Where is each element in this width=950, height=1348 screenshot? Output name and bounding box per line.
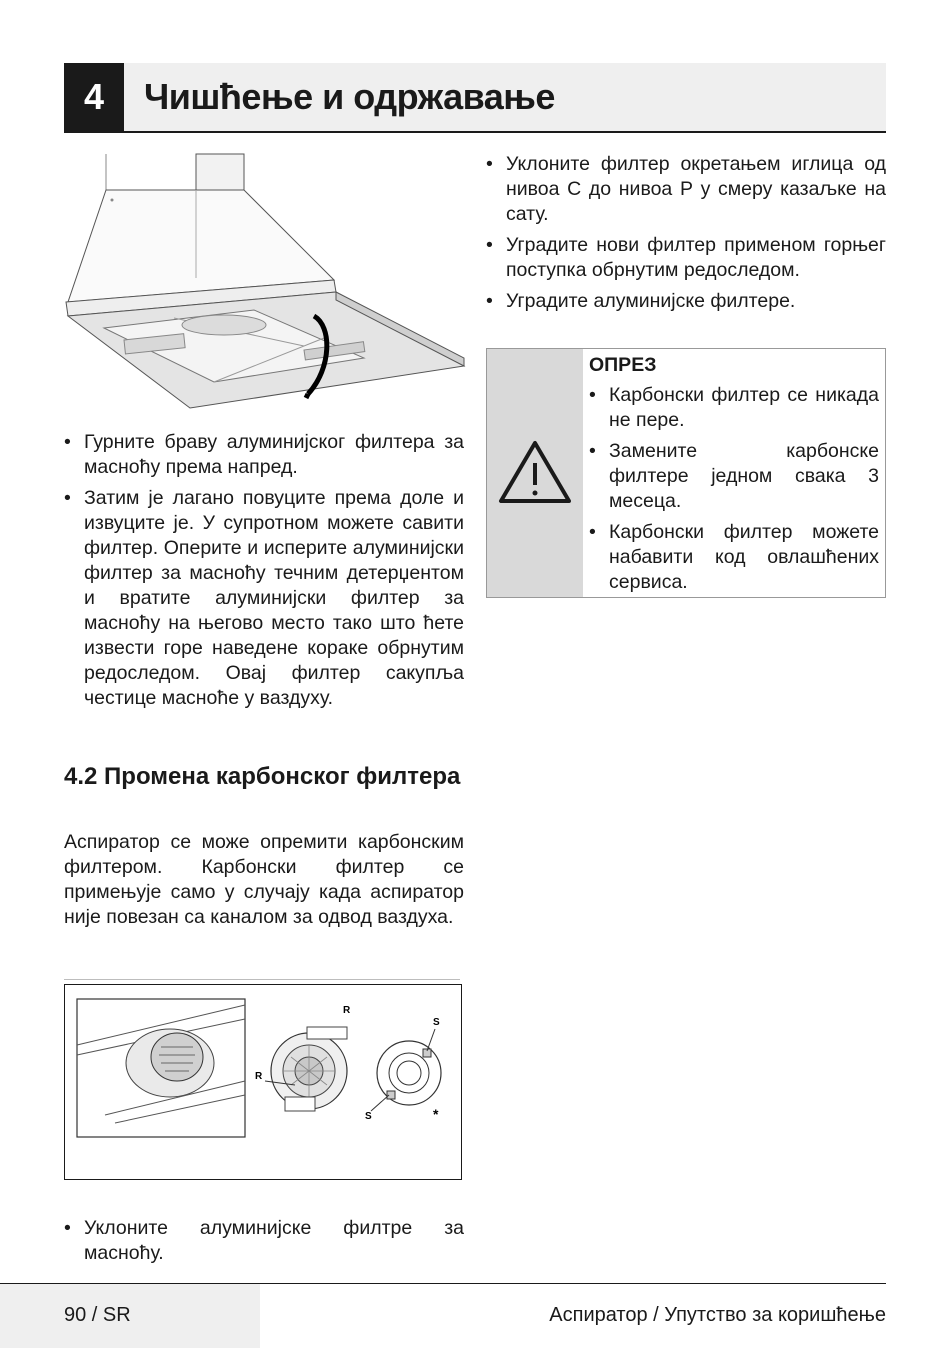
list-item: • Замените карбонске филтере једном свака 3 месеца. (589, 439, 879, 514)
section-body: Аспиратор се може опремити карбонским филтером. Карбонски филтер се примењује само у случају када аспиратор није повезан са каналом за одвод ваздуха. (64, 831, 464, 928)
footer-divider (0, 1283, 886, 1284)
label-asterisk: * (433, 1106, 439, 1122)
list-item: • Уградите нови филтер применом горњег поступка обрнутим редоследом. (486, 233, 886, 283)
list-item: • Уградите алуминијске филтере. (486, 289, 886, 314)
list-item: • Затим је лагано повуците према доле и извуците је. У супротном можете савити филтер. Оперите и исперите алуминијски филтер за масноћу течним детерџентом и вратите алуминијски филтер за масноћу на његово место тако што ћете извести горе наведене кораке обрнутим редоследом. Овај филтер сакупља честице масноће у ваздуху. (64, 486, 464, 711)
section-title: 4.2 Промена карбонског филтера (64, 763, 461, 790)
page-number: 90 / SR (64, 1304, 131, 1326)
chapter-header (64, 63, 886, 133)
list-item: • Гурните браву алуминијског филтера за масноћу према напред. (64, 430, 464, 480)
caution-title: ОПРЕЗ (589, 354, 657, 376)
list-item: • Уклоните алуминијске филтре за масноћу. (64, 1216, 464, 1266)
caution-box (486, 348, 886, 598)
hood-illustration (64, 150, 468, 412)
carbon-filter-figure (64, 984, 462, 1180)
warning-triangle-icon (487, 349, 583, 597)
label-s-bottom: S (365, 1111, 372, 1122)
list-item: • Карбонски филтер се никада не пере. (589, 383, 879, 433)
chapter-number: 4 (64, 63, 124, 131)
label-r-left: R (255, 1071, 263, 1082)
chapter-title: Чишћење и одржавање (144, 76, 555, 117)
carbon-filter-diagram (65, 985, 461, 1179)
divider (64, 979, 460, 980)
left-bullets-top (64, 430, 464, 717)
caution-list (589, 383, 879, 595)
right-bullets (486, 152, 886, 320)
label-r-top: R (343, 1005, 351, 1016)
caution-icon-cell (487, 349, 583, 597)
document-title: Аспиратор / Упутство за коришћење (549, 1304, 886, 1326)
left-bullets-bottom (64, 1216, 464, 1272)
label-s-top: S (433, 1017, 440, 1028)
list-item: • Карбонски филтер можете набавити код овлашћених сервиса. (589, 520, 879, 595)
list-item: • Уклоните филтер окретањем иглица од нивоа С до нивоа Р у смеру казаљке на сату. (486, 152, 886, 227)
